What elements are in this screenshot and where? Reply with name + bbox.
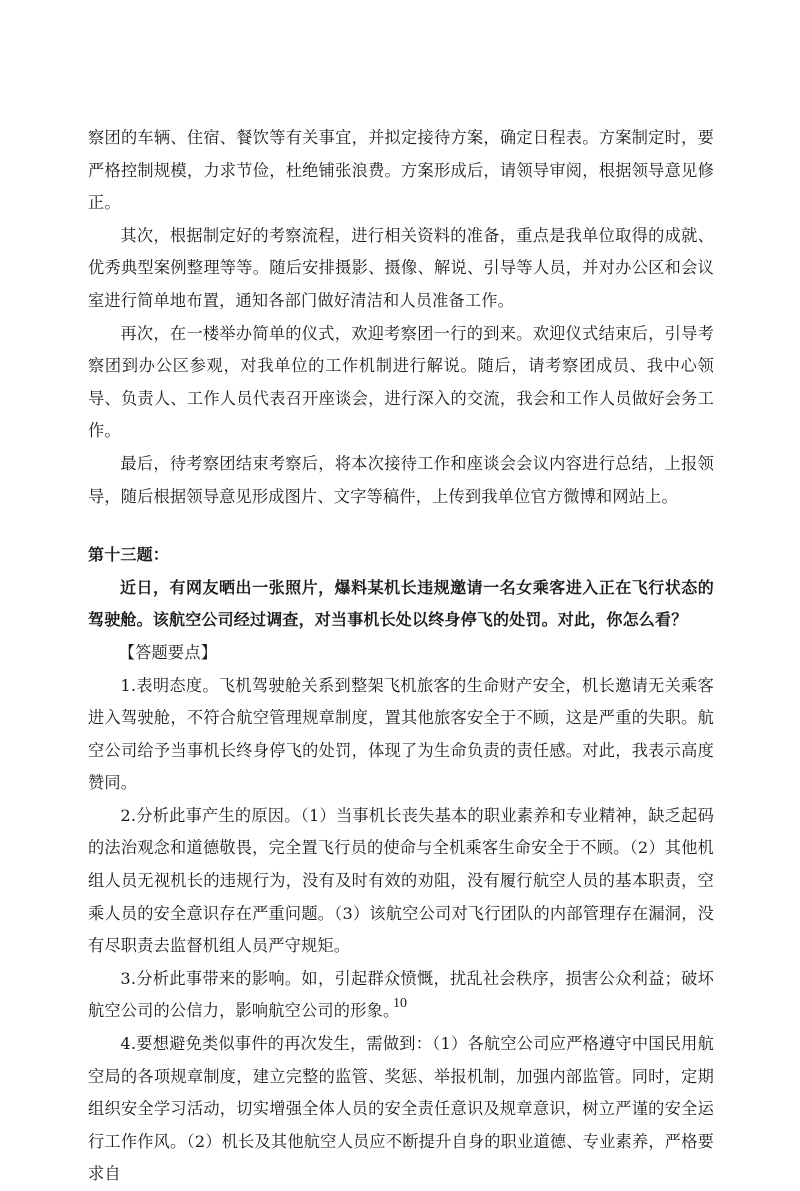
paragraph-second: 其次，根据制定好的考察流程，进行相关资料的准备，重点是我单位取得的成就、优秀典型案例整理等等。随后安排摄影、摄像、解说、引导等人员，并对办公区和会议室进行简单地布置，通知各部门做好清洁和人员准备工作。 bbox=[88, 225, 714, 310]
answer-point-2: 2.分析此事产生的原因。（1）当事机长丧失基本的职业素养和专业精神，缺乏起码的法治观念和道德敬畏，完全置飞行员的使命与全机乘客生命安全于不顾。（2）其他机组人员无视机长的违规行为，没有及时有效的劝阻，没有履行航空人员的基本职责，空乘人员的安全意识存在严重问题。（3）该航空公司对飞行团队的内部管理存在漏洞，没有尽职责去监督机组人员严守规矩。 bbox=[88, 805, 714, 956]
page-number: 10 bbox=[393, 996, 407, 1011]
answer-point-4: 4.要想避免类似事件的再次发生，需做到：（1）各航空公司应严格遵守中国民用航空局的各项规章制度，建立完整的监管、奖惩、举报机制，加强内部监管。同时，定期组织安全学习活动，切实增强全体人员的安全责任意识及规章意识，树立严谨的安全运行工作作风。（2）机长及其他航空人员应不断提升自身的职业道德、专业素养，严格要求自 bbox=[88, 1034, 714, 1184]
paragraph-finally: 最后，待考察团结束考察后，将本次接待工作和座谈会会议内容进行总结，上报领导，随后根据领导意见形成图片、文字等稿件，上传到我单位官方微博和网站上。 bbox=[88, 453, 714, 506]
paragraph-third: 再次，在一楼举办简单的仪式，欢迎考察团一行的到来。欢迎仪式结束后，引导考察团到办公区参观，对我单位的工作机制进行解说。随后，请考察团成员、我中心领导、负责人、工作人员代表召开座谈会，进行深入的交流，我会和工作人员做好会务工作。 bbox=[88, 323, 714, 441]
answer-key-label: 【答题要点】 bbox=[118, 642, 218, 662]
question-heading: 第十三题： bbox=[88, 545, 170, 565]
paragraph-continued: 察团的车辆、住宿、餐饮等有关事宜，并拟定接待方案，确定日程表。方案制定时，要严格控制规模，力求节俭，杜绝铺张浪费。方案形成后，请领导审阅，根据领导意见修正。 bbox=[88, 128, 714, 213]
answer-point-3: 3.分析此事带来的影响。如，引起群众愤慨，扰乱社会秩序，损害公众利益；破坏航空公司的公信力，影响航空公司的形象。 bbox=[88, 968, 714, 1021]
section-gap bbox=[88, 513, 714, 539]
page-body bbox=[88, 122, 714, 1191]
answer-point-1: 1.表明态度。飞机驾驶舱关系到整架飞机旅客的生命财产安全，机长邀请无关乘客进入驾驶舱，不符合航空管理规章制度，置其他旅客安全于不顾，这是严重的失职。航空公司给予当事机长终身停飞的处罚，体现了为生命负责的责任感。对此，我表示高度赞同。 bbox=[88, 675, 714, 793]
question-text: 近日，有网友晒出一张照片，爆料某机长违规邀请一名女乘客进入正在飞行状态的驾驶舱。该航空公司经过调查，对当事机长处以终身停飞的处罚。对此，你怎么看？ bbox=[88, 577, 714, 630]
